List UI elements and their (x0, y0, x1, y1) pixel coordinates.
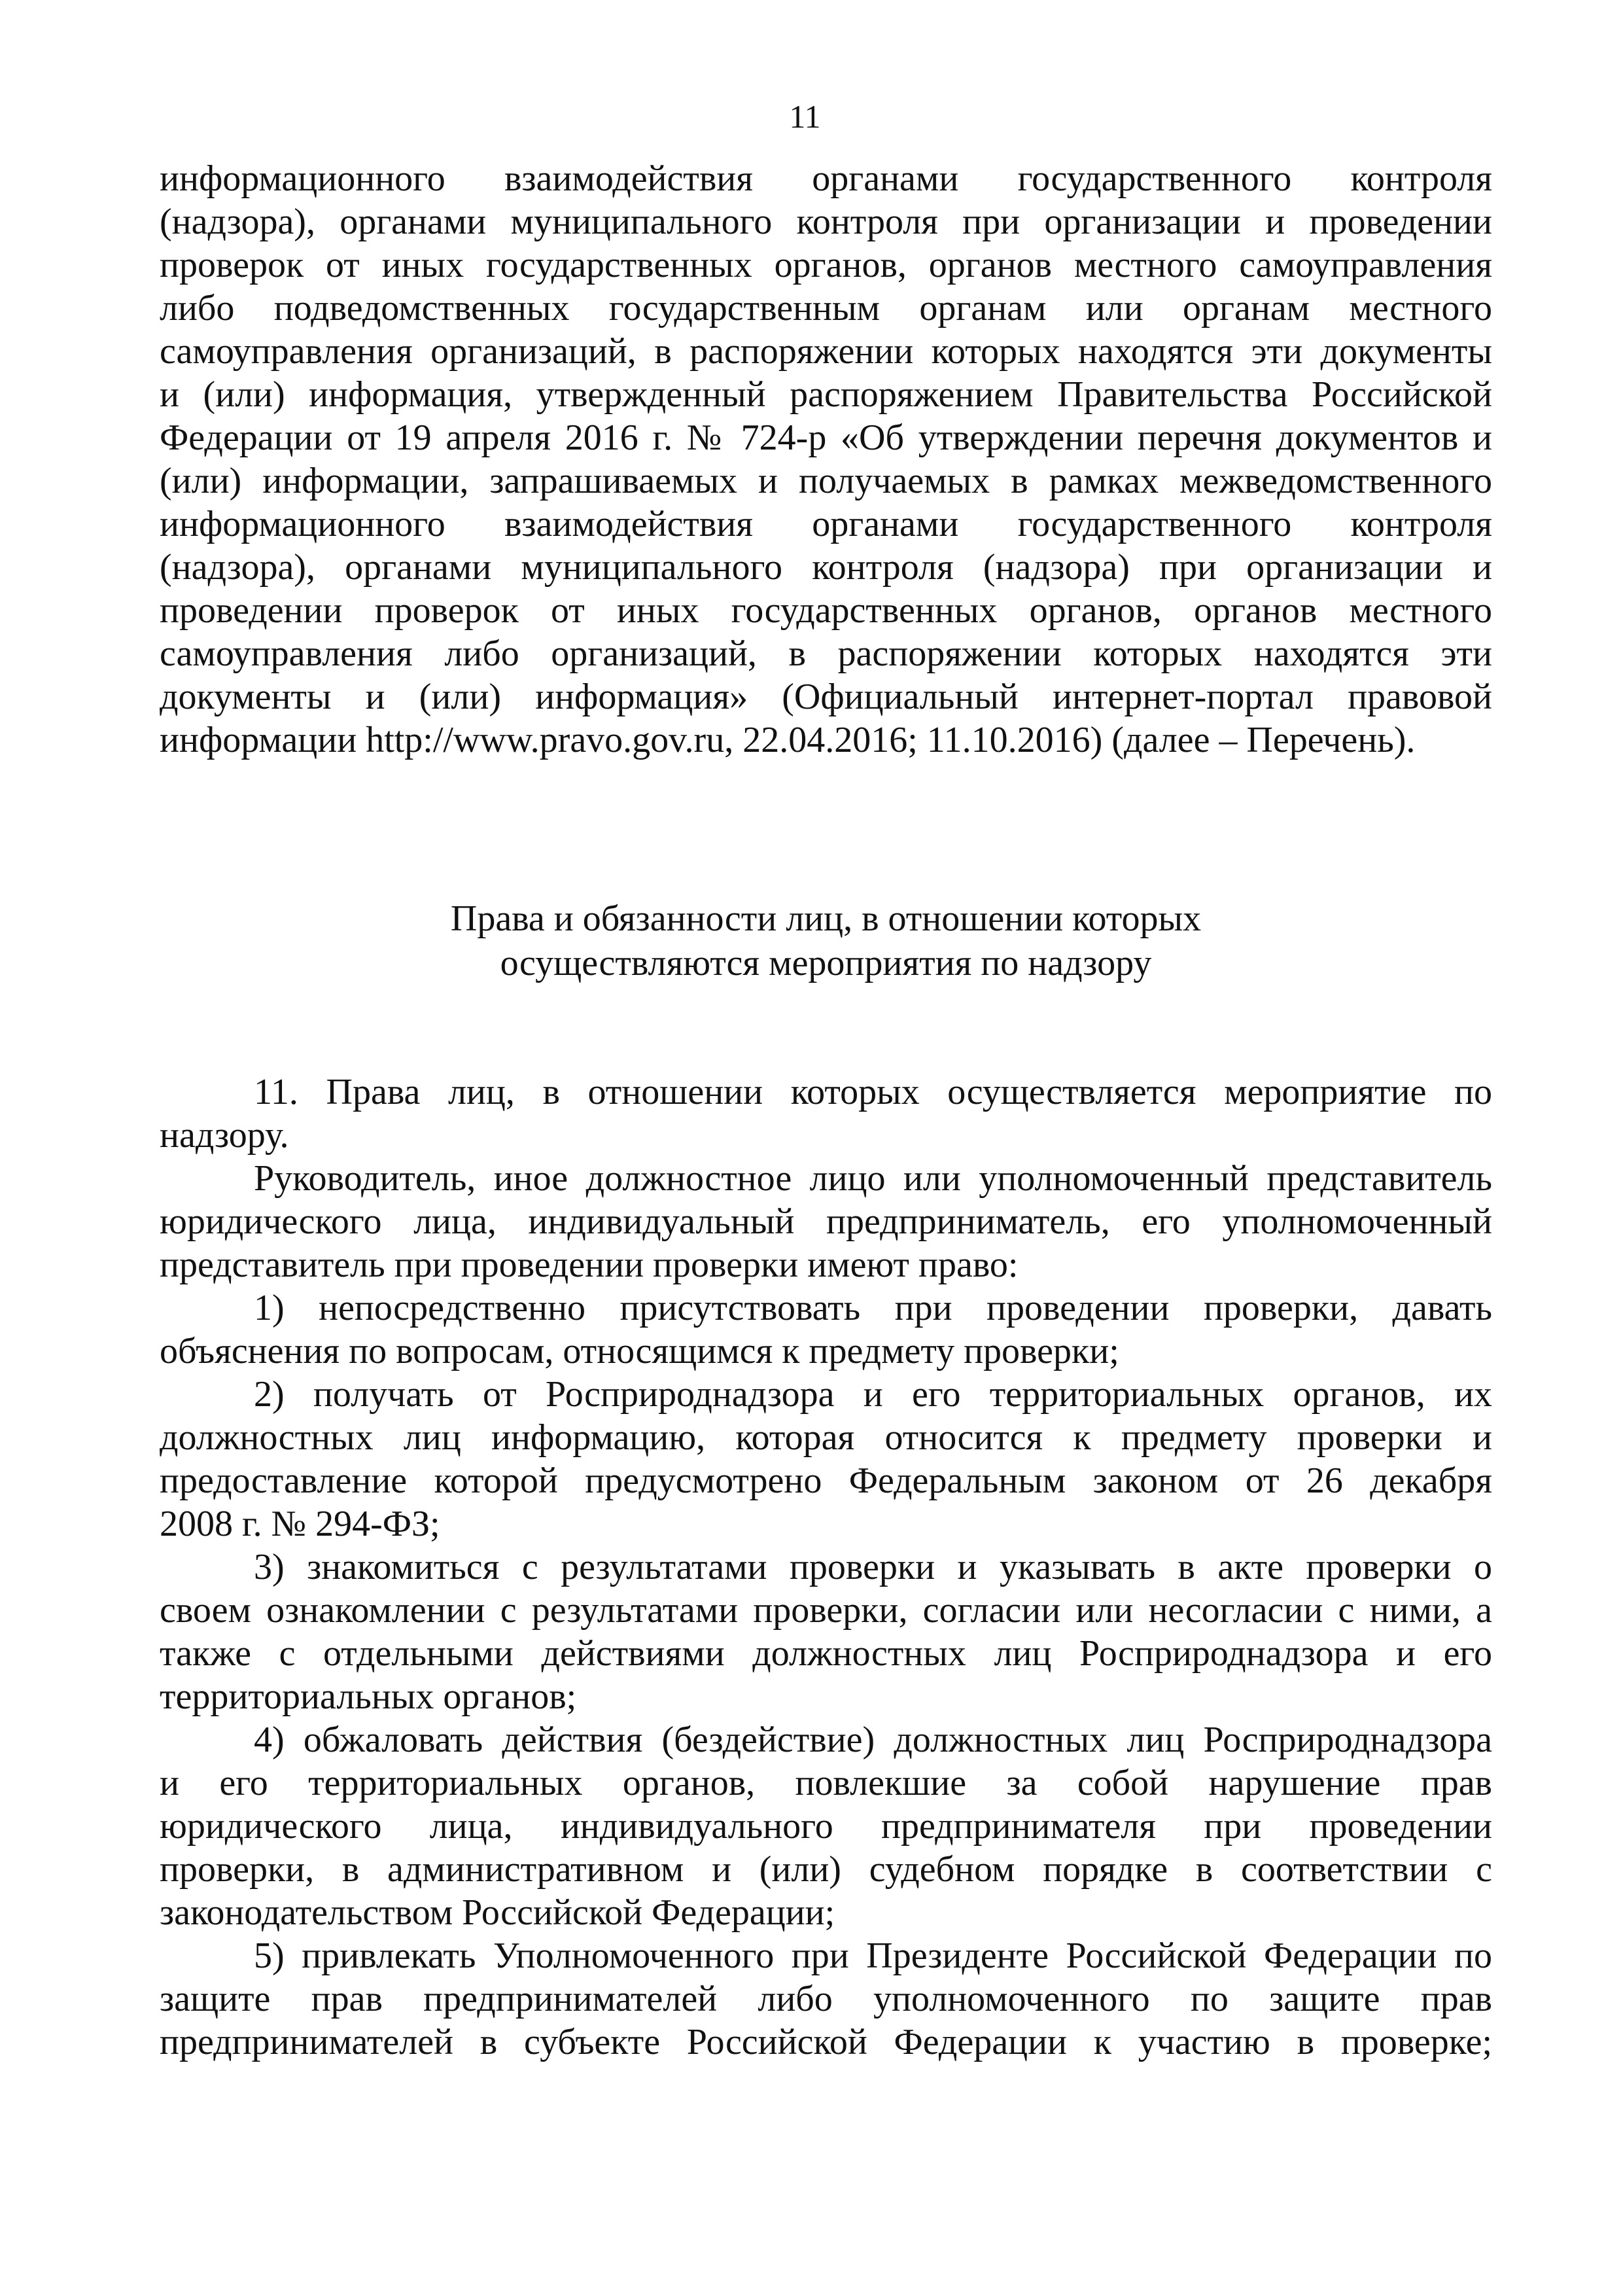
text-line: и (или) информация, утвержденный распоряжением Правительства Российской (160, 374, 1492, 415)
text-line: также с отдельными действиями должностных лиц Росприроднадзора и его (160, 1633, 1492, 1674)
text-line: проведении проверок от иных государственных органов, органов местного (160, 590, 1492, 631)
text-line: юридического лица, индивидуального предпринимателя при проведении (160, 1806, 1492, 1846)
text-line: предоставление которой предусмотрено Федеральным законом от 26 декабря (160, 1460, 1492, 1501)
text-line: 2008 г. № 294-ФЗ; (160, 1504, 440, 1544)
text-line: 1) непосредственно присутствовать при проведении проверки, давать (254, 1288, 1492, 1328)
text-line: Федерации от 19 апреля 2016 г. № 724-р «Об утверждении перечня документов и (160, 417, 1492, 458)
text-line: либо подведомственных государственным органам или органам местного (160, 288, 1492, 328)
section-heading (160, 896, 1492, 985)
text-line: Руководитель, иное должностное лицо или уполномоченный представитель (254, 1158, 1492, 1199)
text-line: надзору. (160, 1115, 289, 1156)
text-line: 4) обжаловать действия (бездействие) должностных лиц Росприроднадзора (254, 1720, 1492, 1760)
page-number: 11 (789, 98, 821, 135)
text-line: информационного взаимодействия органами государственного контроля (160, 158, 1492, 199)
text-line: информационного взаимодействия органами государственного контроля (160, 504, 1492, 544)
text-line: 5) привлекать Уполномоченного при Президенте Российской Федерации по (254, 1935, 1492, 1976)
text-line: самоуправления либо организаций, в распоряжении которых находятся эти (160, 633, 1492, 674)
text-line: и его территориальных органов, повлекшие за собой нарушение прав (160, 1763, 1492, 1803)
text-line: проверок от иных государственных органов, органов местного самоуправления (160, 245, 1492, 285)
intro-paragraph (160, 157, 1492, 762)
text-line: (или) информации, запрашиваемых и получаемых в рамках межведомственного (160, 461, 1492, 501)
text-line: (надзора), органами муниципального контроля при организации и проведении (160, 202, 1492, 242)
text-line: объяснения по вопросам, относящимся к предмету проверки; (160, 1331, 1119, 1371)
text-line: должностных лиц информацию, которая относится к предмету проверки и (160, 1417, 1492, 1458)
text-line: 11. Права лиц, в отношении которых осуществляется мероприятие по (254, 1072, 1492, 1112)
section-heading-line-2: осуществляются мероприятия по надзору (500, 943, 1152, 983)
text-line: защите прав предпринимателей либо уполномоченного по защите прав (160, 1979, 1492, 2019)
text-line: предпринимателей в субъекте Российской Федерации к участию в проверке; (160, 2022, 1492, 2062)
text-line: (надзора), органами муниципального контроля (надзора) при организации и (160, 547, 1492, 588)
text-line: представитель при проведении проверки имеют право: (160, 1245, 1019, 1285)
text-line: законодательством Российской Федерации; (160, 1892, 835, 1933)
text-line: проверки, в административном и (или) судебном порядке в соответствии с (160, 1849, 1492, 1890)
text-line: территориальных органов; (160, 1676, 577, 1717)
text-line: информации http://www.pravo.gov.ru, 22.04.2016; 11.10.2016) (далее – Перечень). (160, 720, 1416, 760)
text-line: своем ознакомлении с результатами проверки, согласии или несогласии с ними, а (160, 1590, 1492, 1631)
section-heading-line-1: Права и обязанности лиц, в отношении которых (450, 898, 1202, 939)
rights-section (160, 1070, 1492, 2064)
text-line: документы и (или) информация» (Официальный интернет-портал правовой (160, 677, 1492, 717)
text-line: самоуправления организаций, в распоряжении которых находятся эти документы (160, 331, 1492, 372)
text-line: юридического лица, индивидуальный предприниматель, его уполномоченный (160, 1201, 1492, 1242)
text-line: 3) знакомиться с результатами проверки и указывать в акте проверки о (254, 1547, 1492, 1587)
text-line: 2) получать от Росприроднадзора и его территориальных органов, их (254, 1374, 1492, 1415)
